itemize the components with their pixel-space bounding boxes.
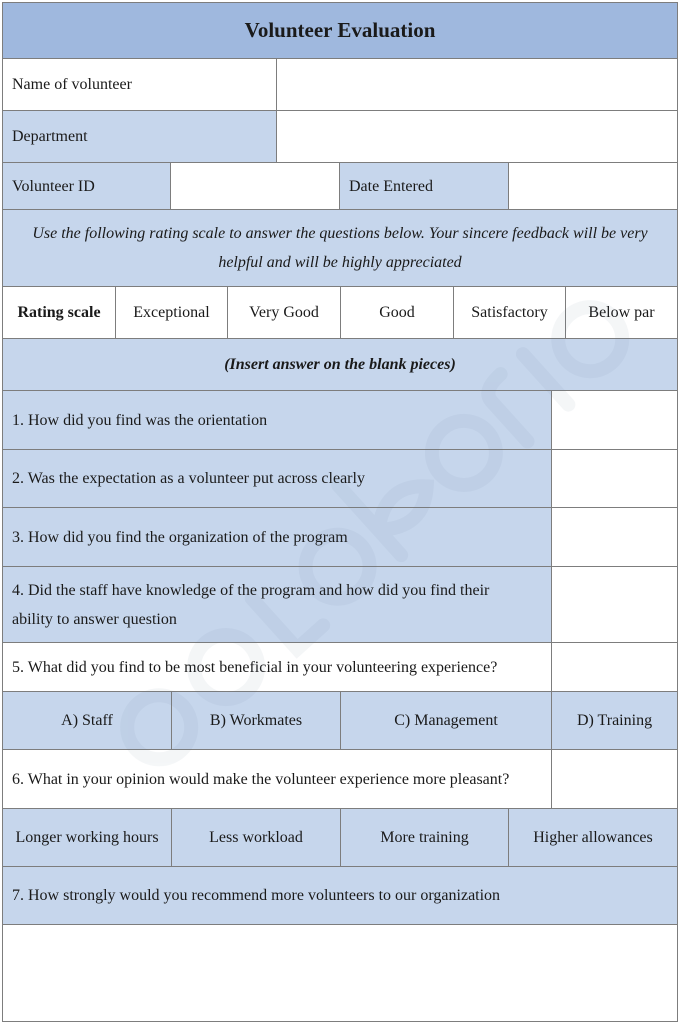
q5-option[interactable]: B) Workmates — [171, 691, 341, 750]
q5-option[interactable]: D) Training — [551, 691, 678, 750]
instructions-text: Use the following rating scale to answer the questions below. Your sincere feedback will be very helpful and will be highly appreciated — [2, 209, 678, 287]
date-entered-label: Date Entered — [339, 162, 509, 210]
answer-4-input[interactable] — [551, 566, 678, 643]
name-input[interactable] — [276, 58, 678, 111]
form-title: Volunteer Evaluation — [2, 2, 678, 59]
q5-option[interactable]: C) Management — [340, 691, 552, 750]
question-5: 5. What did you find to be most beneficial in your volunteering experience? — [2, 642, 552, 692]
volunteer-id-input[interactable] — [170, 162, 340, 210]
question-7: 7. How strongly would you recommend more volunteers to our organization — [2, 866, 678, 925]
question-4: 4. Did the staff have knowledge of the program and how did you find their ability to answer question — [2, 566, 552, 643]
question-1: 1. How did you find was the orientation — [2, 390, 552, 450]
question-6: 6. What in your opinion would make the volunteer experience more pleasant? — [2, 749, 552, 809]
rating-option: Below par — [565, 286, 678, 339]
answer-5-input[interactable] — [551, 642, 678, 692]
rating-option: Satisfactory — [453, 286, 566, 339]
question-3: 3. How did you find the organization of the program — [2, 507, 552, 567]
date-entered-input[interactable] — [508, 162, 678, 210]
name-label: Name of volunteer — [2, 58, 277, 111]
q6-option[interactable]: Less workload — [171, 808, 341, 867]
answer-6-input[interactable] — [551, 749, 678, 809]
rating-option: Very Good — [227, 286, 341, 339]
q6-option[interactable]: More training — [340, 808, 509, 867]
rating-option: Exceptional — [115, 286, 228, 339]
answer-3-input[interactable] — [551, 507, 678, 567]
question-2: 2. Was the expectation as a volunteer put across clearly — [2, 449, 552, 508]
rating-scale-label: Rating scale — [2, 286, 116, 339]
answer-1-input[interactable] — [551, 390, 678, 450]
insert-note: (Insert answer on the blank pieces) — [2, 338, 678, 391]
answer-7-input[interactable] — [2, 924, 678, 1022]
department-label: Department — [2, 110, 277, 163]
q6-option[interactable]: Higher allowances — [508, 808, 678, 867]
q5-option[interactable]: A) Staff — [2, 691, 172, 750]
volunteer-id-label: Volunteer ID — [2, 162, 171, 210]
rating-option: Good — [340, 286, 454, 339]
q6-option[interactable]: Longer working hours — [2, 808, 172, 867]
answer-2-input[interactable] — [551, 449, 678, 508]
department-input[interactable] — [276, 110, 678, 163]
